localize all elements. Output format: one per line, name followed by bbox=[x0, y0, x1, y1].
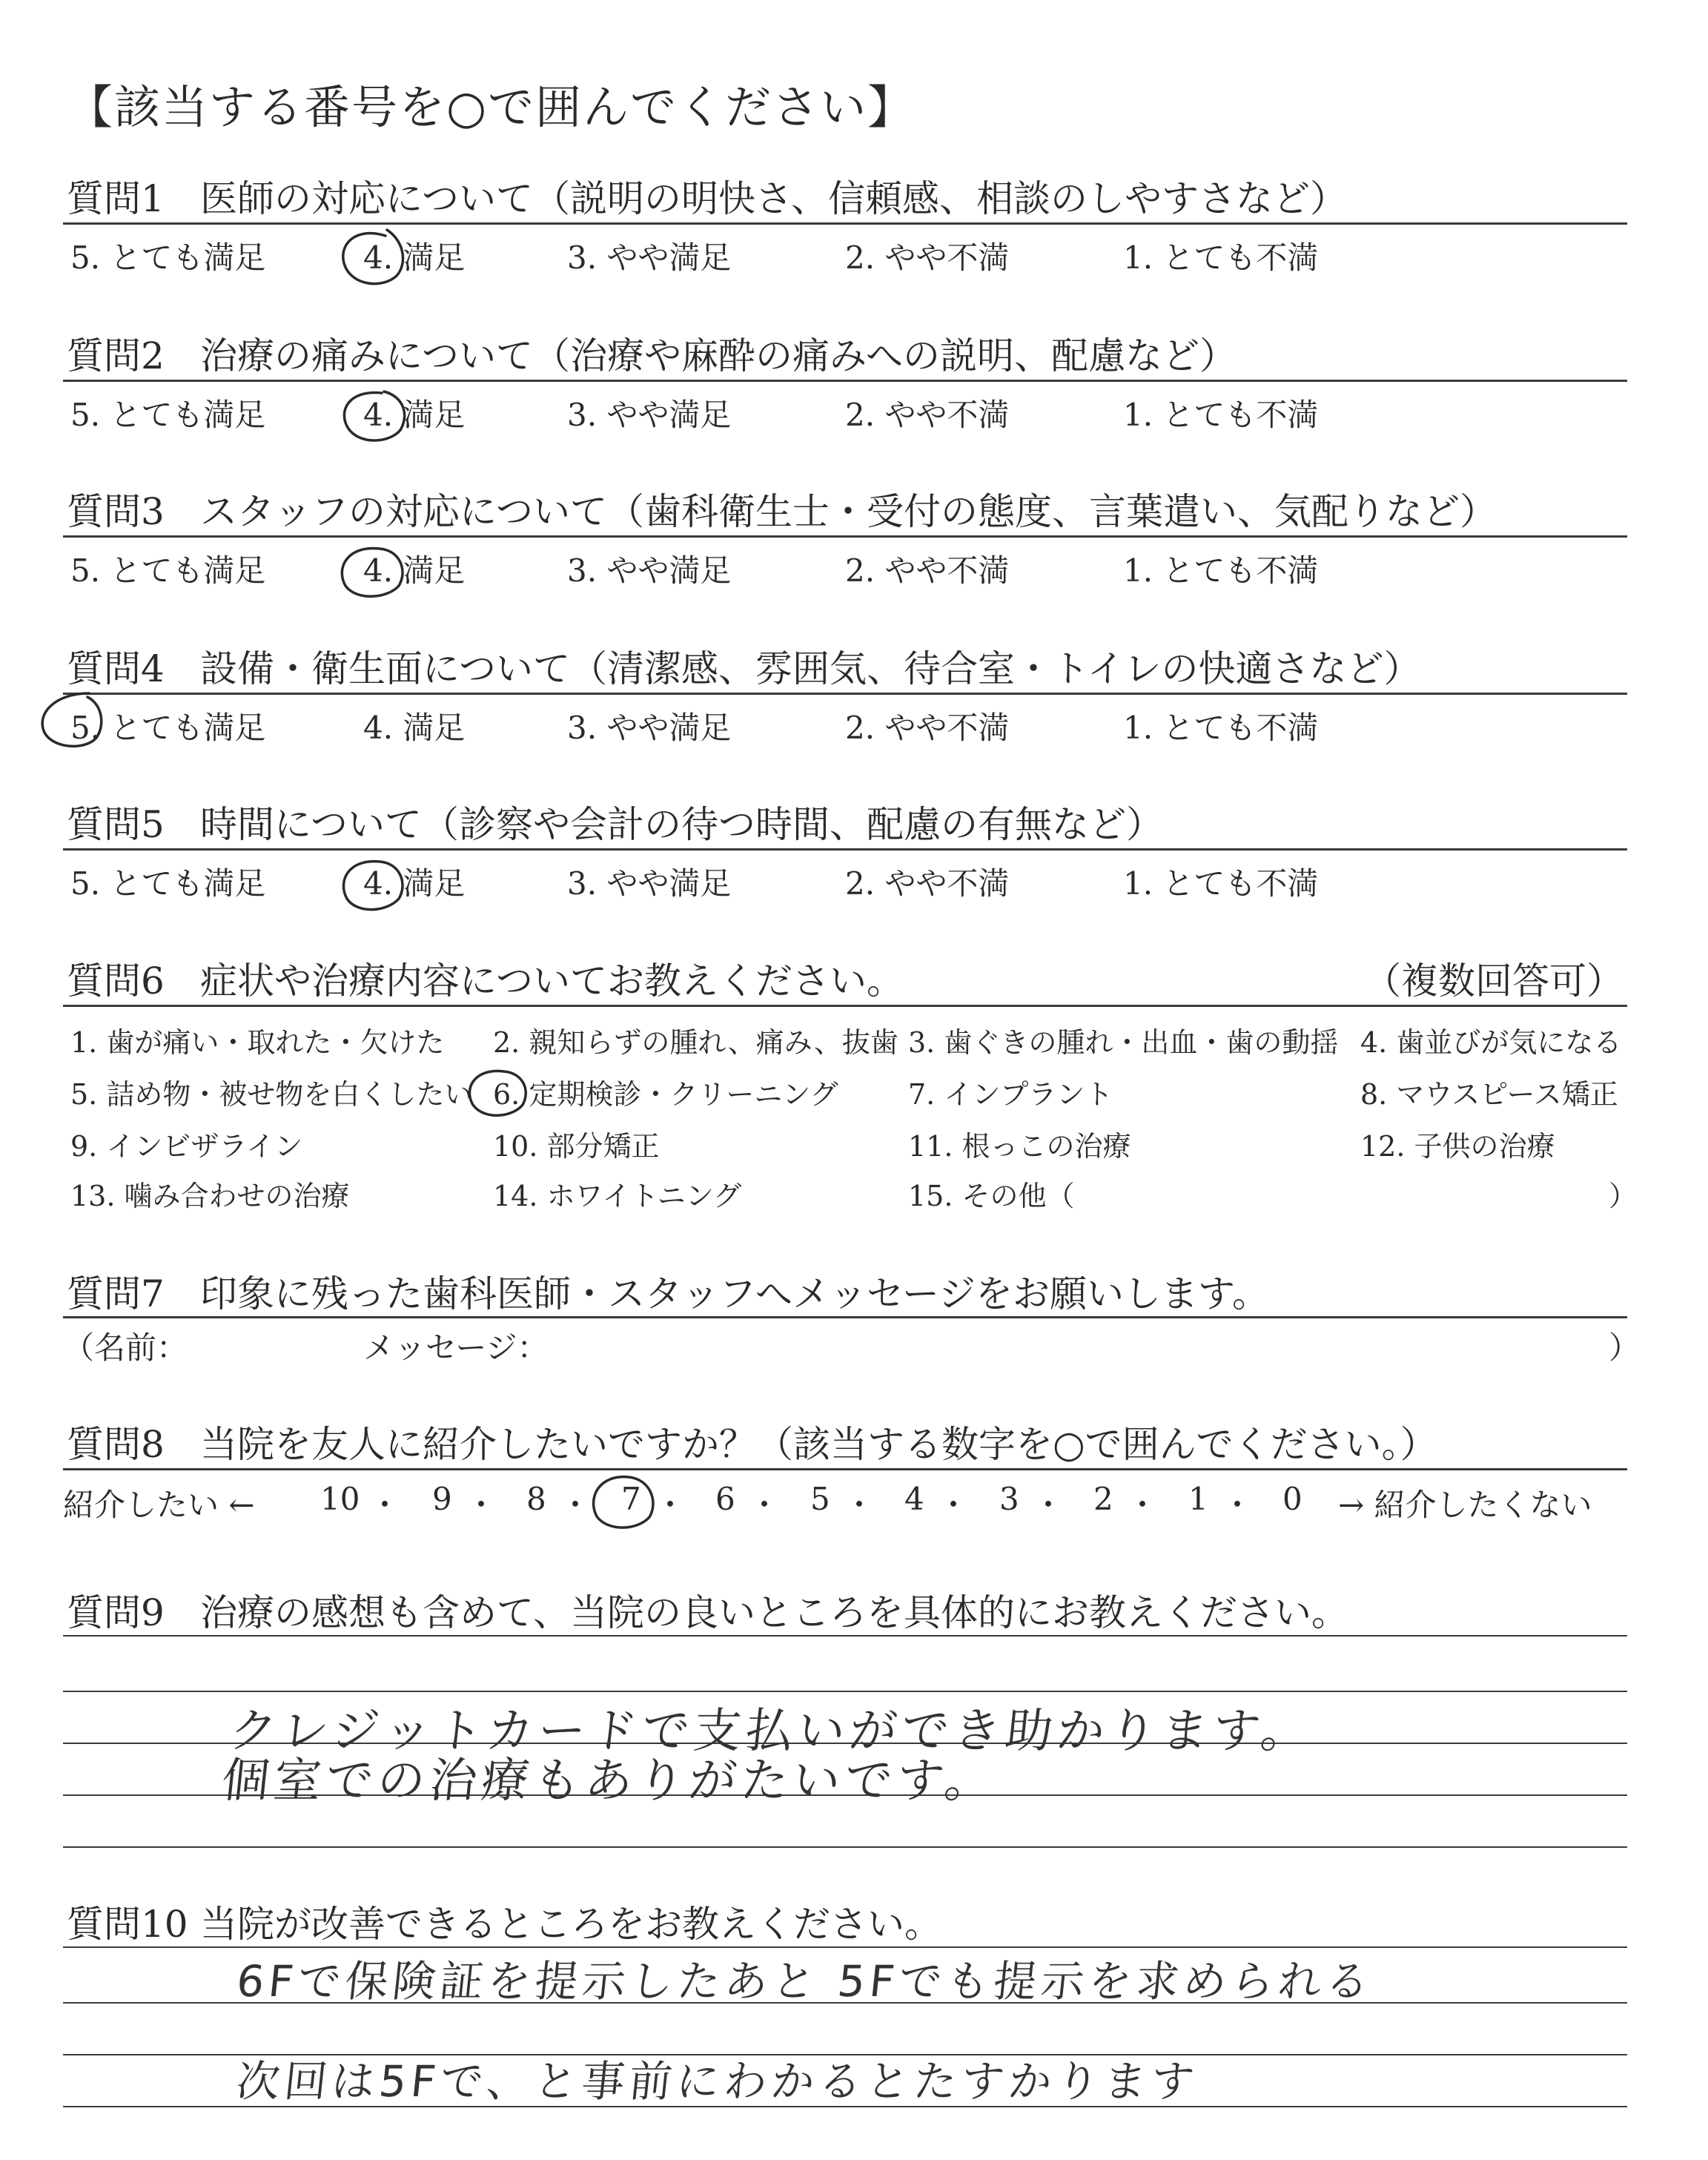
divider bbox=[63, 222, 1627, 225]
q3-option-4[interactable]: 4. 満足 bbox=[363, 552, 466, 589]
question-8-heading bbox=[67, 1415, 1437, 1468]
q8-score-9[interactable]: 9 bbox=[432, 1481, 452, 1517]
q8-score-1[interactable]: 1 bbox=[1188, 1481, 1208, 1517]
q2-option-4[interactable]: 4. 満足 bbox=[363, 397, 466, 433]
question-text: 治療の痛みについて（治療や麻酔の痛みへの説明、配慮など） bbox=[200, 334, 1237, 377]
q6-option-1[interactable]: 1. 歯が痛い・取れた・欠けた bbox=[70, 1026, 445, 1059]
q4-option-5[interactable]: 5. とても満足 bbox=[70, 710, 266, 746]
divider bbox=[63, 535, 1627, 538]
question-text: 治療の感想も含めて、当院の良いところを具体的にお教えください。 bbox=[200, 1591, 1348, 1634]
q8-separator: ・ bbox=[560, 1487, 592, 1523]
q8-separator: ・ bbox=[466, 1487, 497, 1523]
question-text: 医師の対応について（説明の明快さ、信頼感、相談のしやすさなど） bbox=[200, 177, 1347, 220]
q6-option-9[interactable]: 9. インビザライン bbox=[70, 1130, 303, 1163]
question-text: 当院を友人に紹介したいですか？（該当する数字を○で囲んでください。） bbox=[200, 1423, 1437, 1466]
q6-option-4[interactable]: 4. 歯並びが気になる bbox=[1360, 1026, 1622, 1059]
question-3-heading bbox=[67, 482, 1497, 535]
q1-option-1[interactable]: 1. とても不満 bbox=[1123, 240, 1319, 276]
q5-option-5[interactable]: 5. とても満足 bbox=[70, 865, 266, 902]
q9-handwriting-line-1: クレジットカードで支払いができ助かります。 bbox=[226, 1704, 1316, 1759]
q8-separator: ・ bbox=[1127, 1487, 1159, 1523]
q8-score-5[interactable]: 5 bbox=[810, 1481, 830, 1517]
q5-option-2[interactable]: 2. やや不満 bbox=[845, 865, 1010, 902]
divider bbox=[63, 848, 1627, 851]
question-number: 質問6 bbox=[67, 960, 165, 1003]
q10-handwriting-line-2: 次回は5Fで、と事前にわかるとたすかります bbox=[234, 2056, 1202, 2107]
q8-score-7[interactable]: 7 bbox=[621, 1481, 641, 1517]
question-text: 時間について（診察や会計の待つ時間、配慮の有無など） bbox=[200, 803, 1163, 846]
question-text: 症状や治療内容についてお教えください。 bbox=[200, 960, 904, 1003]
instruction-title: 【該当する番号を○で囲んでください】 bbox=[67, 80, 916, 134]
q6-option-5[interactable]: 5. 詰め物・被せ物を白くしたい bbox=[70, 1078, 473, 1111]
q8-separator: ・ bbox=[844, 1487, 875, 1523]
q6-option-10[interactable]: 10. 部分矯正 bbox=[493, 1130, 660, 1163]
question-text: 設備・衛生面について（清潔感、雰囲気、待合室・トイレの快適さなど） bbox=[200, 647, 1421, 690]
divider bbox=[63, 1005, 1627, 1007]
q6-option-3[interactable]: 3. 歯ぐきの腫れ・出血・歯の動揺 bbox=[908, 1026, 1339, 1059]
question-2-heading bbox=[67, 326, 1237, 380]
q6-option-14[interactable]: 14. ホワイトニング bbox=[493, 1180, 742, 1212]
q2-option-2[interactable]: 2. やや不満 bbox=[845, 397, 1010, 433]
q3-option-1[interactable]: 1. とても不満 bbox=[1123, 552, 1319, 589]
q2-option-5[interactable]: 5. とても満足 bbox=[70, 397, 266, 433]
q1-option-5[interactable]: 5. とても満足 bbox=[70, 240, 266, 276]
writing-line bbox=[63, 1691, 1627, 1692]
q4-option-2[interactable]: 2. やや不満 bbox=[845, 710, 1010, 746]
q2-option-3[interactable]: 3. やや満足 bbox=[567, 397, 732, 433]
question-number: 質問9 bbox=[67, 1591, 165, 1634]
q2-option-1[interactable]: 1. とても不満 bbox=[1123, 397, 1319, 433]
q8-separator: ・ bbox=[369, 1487, 401, 1523]
divider bbox=[63, 380, 1627, 382]
question-number: 質問7 bbox=[67, 1272, 165, 1315]
q6-option-12[interactable]: 12. 子供の治療 bbox=[1360, 1130, 1555, 1163]
q8-separator: ・ bbox=[1222, 1487, 1254, 1523]
divider bbox=[63, 1316, 1627, 1318]
q5-option-4[interactable]: 4. 満足 bbox=[363, 865, 466, 902]
question-number: 質問8 bbox=[67, 1423, 165, 1466]
multiple-answers-note: （複数回答可） bbox=[1364, 960, 1623, 1003]
q6-option-11[interactable]: 11. 根っこの治療 bbox=[908, 1130, 1131, 1163]
q6-option-7[interactable]: 7. インプラント bbox=[908, 1078, 1113, 1111]
q6-option-6[interactable]: 6. 定期検診・クリーニング bbox=[493, 1078, 838, 1111]
question-text: スタッフの対応について（歯科衛生士・受付の態度、言葉遣い、気配りなど） bbox=[200, 490, 1497, 533]
q5-option-3[interactable]: 3. やや満足 bbox=[567, 865, 732, 902]
question-text: 当院が改善できるところをお教えください。 bbox=[200, 1903, 941, 1946]
q9-handwriting-line-2: 個室での治療もありがたいです。 bbox=[219, 1754, 1000, 1809]
question-number: 質問1 bbox=[67, 177, 165, 220]
q7-message-label: メッセージ： bbox=[363, 1330, 549, 1366]
q4-option-4[interactable]: 4. 満足 bbox=[363, 710, 466, 746]
q7-name-label: （名前： bbox=[63, 1330, 188, 1366]
question-7-heading bbox=[67, 1264, 1269, 1318]
q8-score-2[interactable]: 2 bbox=[1093, 1481, 1113, 1517]
q8-right-label: → 紹介したくない bbox=[1338, 1487, 1592, 1523]
q6-option-8[interactable]: 8. マウスピース矯正 bbox=[1360, 1078, 1618, 1111]
question-4-heading bbox=[67, 639, 1421, 693]
q1-option-2[interactable]: 2. やや不満 bbox=[845, 240, 1010, 276]
question-text: 印象に残った歯科医師・スタッフへメッセージをお願いします。 bbox=[200, 1272, 1269, 1315]
q8-score-4[interactable]: 4 bbox=[904, 1481, 924, 1517]
q3-option-5[interactable]: 5. とても満足 bbox=[70, 552, 266, 589]
q6-option-2[interactable]: 2. 親知らずの腫れ、痛み、抜歯 bbox=[493, 1026, 898, 1059]
q8-separator: ・ bbox=[938, 1487, 970, 1523]
q8-score-3[interactable]: 3 bbox=[999, 1481, 1019, 1517]
question-number: 質問2 bbox=[67, 334, 165, 377]
q8-separator: ・ bbox=[749, 1487, 781, 1523]
writing-line bbox=[63, 1846, 1627, 1848]
divider bbox=[63, 693, 1627, 695]
q8-score-0[interactable]: 0 bbox=[1282, 1481, 1302, 1517]
q8-separator: ・ bbox=[655, 1487, 686, 1523]
question-number: 質問5 bbox=[67, 803, 165, 846]
q10-handwriting-line-1: 6Fで保険証を提示したあと 5Fでも提示を求められる bbox=[234, 1956, 1377, 2007]
q3-option-3[interactable]: 3. やや満足 bbox=[567, 552, 732, 589]
question-1-heading bbox=[67, 169, 1347, 222]
q3-option-2[interactable]: 2. やや不満 bbox=[845, 552, 1010, 589]
q5-option-1[interactable]: 1. とても不満 bbox=[1123, 865, 1319, 902]
question-number: 質問3 bbox=[67, 490, 165, 533]
question-6-heading bbox=[67, 951, 904, 1005]
q8-score-10[interactable]: 10 bbox=[320, 1481, 360, 1517]
q6-other-close-paren: ） bbox=[1609, 1180, 1638, 1212]
question-10-heading bbox=[67, 1895, 941, 1948]
q4-option-3[interactable]: 3. やや満足 bbox=[567, 710, 732, 746]
question-5-heading bbox=[67, 795, 1163, 848]
q1-option-3[interactable]: 3. やや満足 bbox=[567, 240, 732, 276]
q8-score-6[interactable]: 6 bbox=[715, 1481, 735, 1517]
question-number: 質問10 bbox=[67, 1903, 188, 1946]
q1-option-4[interactable]: 4. 満足 bbox=[363, 240, 466, 276]
q6-option-13[interactable]: 13. 噛み合わせの治療 bbox=[70, 1180, 350, 1212]
q7-close-paren: ） bbox=[1609, 1330, 1641, 1366]
q8-separator: ・ bbox=[1033, 1487, 1065, 1523]
writing-line bbox=[63, 1635, 1627, 1636]
q6-option-15[interactable]: 15. その他（ bbox=[908, 1180, 1075, 1212]
question-number: 質問4 bbox=[67, 647, 165, 690]
q4-option-1[interactable]: 1. とても不満 bbox=[1123, 710, 1319, 746]
divider bbox=[63, 1468, 1627, 1470]
q8-score-8[interactable]: 8 bbox=[526, 1481, 546, 1517]
q8-left-label: 紹介したい ← bbox=[63, 1487, 255, 1523]
question-9-heading bbox=[67, 1583, 1348, 1636]
